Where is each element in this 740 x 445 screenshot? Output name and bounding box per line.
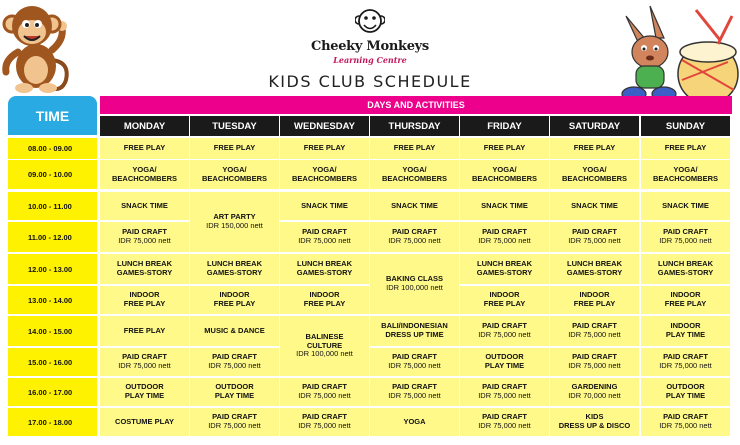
activity-cell	[190, 378, 279, 406]
activity-title: PAID CRAFT	[482, 412, 527, 422]
activity-title: PAID CRAFT	[392, 352, 437, 362]
page-title: KIDS CLUB SCHEDULE	[268, 72, 472, 91]
activity-title: BEACHCOMBERS	[381, 173, 447, 183]
activity-title: COSTUME PLAY	[115, 416, 174, 426]
activity-price: IDR 75,000 nett	[478, 330, 531, 339]
activity-title: YOGA/	[222, 164, 247, 174]
activity-title: SNACK TIME	[301, 200, 348, 210]
activity-cell	[550, 160, 639, 189]
activity-title: FREE PLAY	[483, 299, 526, 308]
monkey-logo-icon	[355, 6, 385, 38]
activity-title: BEACHCOMBERS	[201, 173, 267, 183]
activity-title: GAMES-STORY	[476, 268, 533, 277]
activity-price: IDR 75,000 nett	[478, 391, 531, 400]
activity-price: IDR 150,000 nett	[206, 221, 263, 230]
activity-title: PAID CRAFT	[482, 382, 527, 392]
activity-title: PLAY TIME	[665, 391, 706, 400]
activity-price: IDR 70,000 nett	[568, 391, 621, 400]
activity-title: PAID CRAFT	[572, 227, 617, 237]
activity-cell	[641, 408, 730, 436]
day-header-thursday: THURSDAY	[370, 116, 459, 136]
activity-cell	[550, 286, 639, 314]
activity-title: OUTDOOR	[125, 382, 164, 392]
activity-price: IDR 75,000 nett	[568, 330, 621, 339]
activity-cell	[641, 222, 730, 252]
activity-cell	[460, 192, 549, 220]
activity-cell	[460, 286, 549, 314]
activity-cell	[100, 254, 189, 284]
activity-title: FREE PLAY	[664, 299, 707, 308]
activity-cell	[641, 316, 730, 346]
activity-cell	[100, 138, 189, 159]
activity-title: PAID CRAFT	[122, 227, 167, 237]
activity-cell	[370, 160, 459, 189]
activity-cell	[280, 316, 369, 376]
activity-cell	[460, 254, 549, 284]
activity-title: BEACHCOMBERS	[291, 173, 357, 183]
activity-price: IDR 75,000 nett	[478, 421, 531, 430]
activity-title: DRESS UP TIME	[385, 330, 444, 339]
activity-title: YOGA/	[582, 164, 607, 174]
activity-title: GARDENING	[571, 382, 618, 392]
activity-cell	[100, 408, 189, 436]
activity-title: FREE PLAY	[483, 143, 526, 153]
activity-cell	[190, 254, 279, 284]
activity-title: OUTDOOR	[666, 382, 705, 392]
activity-title: INDOOR	[670, 290, 701, 300]
activity-title: FREE PLAY	[123, 143, 166, 153]
day-header-wednesday: WEDNESDAY	[280, 116, 369, 136]
activity-cell	[550, 254, 639, 284]
activity-title: FREE PLAY	[303, 143, 346, 153]
activity-title: GAMES-STORY	[116, 268, 173, 277]
activity-title: PAID CRAFT	[663, 352, 708, 362]
activity-cell	[641, 378, 730, 406]
day-header-sunday: SUNDAY	[641, 116, 730, 136]
activity-cell	[190, 408, 279, 436]
activity-title: LUNCH BREAK	[567, 259, 622, 269]
activity-cell	[460, 160, 549, 189]
activity-cell	[550, 348, 639, 376]
activity-cell	[550, 316, 639, 346]
day-header-tuesday: TUESDAY	[190, 116, 279, 136]
activity-cell	[370, 254, 459, 314]
activity-title: DRESS UP & DISCO	[558, 421, 631, 430]
time-slot: 09.00 - 10.00	[8, 160, 97, 189]
activity-cell	[100, 378, 189, 406]
activity-title: FREE PLAY	[123, 325, 166, 335]
activity-cell	[370, 138, 459, 159]
activity-cell	[550, 222, 639, 252]
activity-cell	[100, 286, 189, 314]
time-slot: 08.00 - 09.00	[8, 138, 97, 159]
activity-title: SNACK TIME	[571, 200, 618, 210]
activity-title: SNACK TIME	[391, 200, 438, 210]
activity-price: IDR 75,000 nett	[478, 236, 531, 245]
activity-title: CULTURE	[306, 340, 343, 350]
activity-title: PAID CRAFT	[302, 412, 347, 422]
activity-price: IDR 75,000 nett	[118, 361, 171, 370]
activity-title: BEACHCOMBERS	[561, 173, 627, 183]
activity-title: FREE PLAY	[213, 143, 256, 153]
activity-title: PAID CRAFT	[572, 321, 617, 331]
activity-cell	[190, 348, 279, 376]
activity-title: YOGA/	[132, 164, 157, 174]
activity-cell	[190, 316, 279, 346]
activity-cell	[280, 222, 369, 252]
activity-title: INDOOR	[129, 290, 160, 300]
day-header-friday: FRIDAY	[460, 116, 549, 136]
activity-title: BALINESE	[305, 332, 344, 342]
activity-title: BEACHCOMBERS	[471, 173, 537, 183]
activity-title: FREE PLAY	[213, 299, 256, 308]
activity-cell	[550, 138, 639, 159]
activity-title: PAID CRAFT	[302, 227, 347, 237]
activity-title: LUNCH BREAK	[207, 259, 262, 269]
time-slot: 16.00 - 17.00	[8, 378, 97, 406]
time-slot: 11.00 - 12.00	[8, 222, 97, 252]
time-column-header: TIME	[8, 96, 97, 135]
activity-title: PAID CRAFT	[663, 227, 708, 237]
activity-title: LUNCH BREAK	[658, 259, 713, 269]
activity-title: YOGA	[403, 416, 426, 426]
activity-price: IDR 75,000 nett	[388, 391, 441, 400]
activity-title: PAID CRAFT	[212, 352, 257, 362]
activity-cell	[641, 348, 730, 376]
activity-price: IDR 75,000 nett	[659, 361, 712, 370]
brand-logo	[300, 4, 440, 66]
activity-title: FREE PLAY	[393, 143, 436, 153]
activity-title: MUSIC & DANCE	[204, 325, 265, 335]
activity-cell	[460, 222, 549, 252]
activity-price: IDR 75,000 nett	[298, 421, 351, 430]
activity-cell	[100, 316, 189, 346]
activity-cell	[460, 378, 549, 406]
activity-price: IDR 75,000 nett	[208, 361, 261, 370]
activity-title: FREE PLAY	[573, 143, 616, 153]
activity-cell	[641, 138, 730, 159]
activity-title: PLAY TIME	[214, 391, 255, 400]
activity-cell	[100, 348, 189, 376]
activity-price: IDR 75,000 nett	[298, 391, 351, 400]
activity-price: IDR 75,000 nett	[298, 236, 351, 245]
time-slot: 10.00 - 11.00	[8, 192, 97, 220]
activity-title: FREE PLAY	[123, 299, 166, 308]
activity-cell	[190, 286, 279, 314]
activity-price: IDR 100,000 nett	[386, 283, 443, 292]
activity-cell	[460, 138, 549, 159]
activity-title: BALI/INDONESIAN	[381, 321, 448, 331]
day-header-saturday: SATURDAY	[550, 116, 639, 136]
activity-title: LUNCH BREAK	[117, 259, 172, 269]
activity-title: OUTDOOR	[485, 352, 524, 362]
time-slot: 17.00 - 18.00	[8, 408, 97, 436]
activity-cell	[370, 348, 459, 376]
activity-cell	[280, 138, 369, 159]
activity-title: PLAY TIME	[665, 330, 706, 339]
activity-price: IDR 75,000 nett	[388, 361, 441, 370]
activity-cell	[100, 222, 189, 252]
activity-price: IDR 75,000 nett	[659, 421, 712, 430]
activity-cell	[370, 192, 459, 220]
activity-cell	[460, 348, 549, 376]
activity-cell	[280, 408, 369, 436]
activity-title: SNACK TIME	[121, 200, 168, 210]
activity-title: INDOOR	[579, 290, 610, 300]
activity-title: PAID CRAFT	[482, 227, 527, 237]
activity-title: ART PARTY	[213, 212, 256, 222]
activity-title: PAID CRAFT	[572, 352, 617, 362]
activity-cell	[460, 316, 549, 346]
time-slot: 12.00 - 13.00	[8, 254, 97, 284]
activity-title: OUTDOOR	[215, 382, 254, 392]
activity-title: GAMES-STORY	[566, 268, 623, 277]
activity-title: GAMES-STORY	[657, 268, 714, 277]
activity-title: PLAY TIME	[124, 391, 165, 400]
day-header-monday: MONDAY	[100, 116, 189, 136]
activity-title: PAID CRAFT	[392, 227, 437, 237]
activity-price: IDR 100,000 nett	[296, 349, 353, 359]
activity-cell	[370, 316, 459, 346]
time-slot: 13.00 - 14.00	[8, 286, 97, 314]
activity-cell	[370, 378, 459, 406]
activity-cell	[100, 192, 189, 220]
activity-cell	[280, 160, 369, 189]
activity-cell	[280, 192, 369, 220]
activity-title: INDOOR	[489, 290, 520, 300]
monkey-mascot-icon	[0, 0, 72, 96]
activity-title: YOGA/	[492, 164, 517, 174]
time-slot: 15.00 - 16.00	[8, 348, 97, 376]
activity-title: PAID CRAFT	[482, 321, 527, 331]
activity-cell	[550, 378, 639, 406]
activity-cell	[370, 222, 459, 252]
activity-title: PAID CRAFT	[663, 412, 708, 422]
activity-title: BEACHCOMBERS	[111, 173, 177, 183]
activity-cell	[280, 378, 369, 406]
activity-cell	[190, 192, 279, 252]
activity-cell	[460, 408, 549, 436]
activity-title: BAKING CLASS	[385, 274, 444, 284]
activity-title: SNACK TIME	[662, 200, 709, 210]
activity-price: IDR 75,000 nett	[118, 236, 171, 245]
activity-cell	[370, 408, 459, 436]
activity-title: BEACHCOMBERS	[652, 173, 718, 183]
activity-title: YOGA/	[312, 164, 337, 174]
activity-price: IDR 75,000 nett	[568, 361, 621, 370]
activity-price: IDR 75,000 nett	[568, 236, 621, 245]
activity-title: LUNCH BREAK	[297, 259, 352, 269]
activity-cell	[280, 286, 369, 314]
activity-cell	[280, 254, 369, 284]
activity-title: PAID CRAFT	[122, 352, 167, 362]
activity-cell	[190, 160, 279, 189]
activity-title: INDOOR	[219, 290, 250, 300]
activity-title: GAMES-STORY	[296, 268, 353, 277]
activity-price: IDR 75,000 nett	[388, 236, 441, 245]
activity-price: IDR 75,000 nett	[208, 421, 261, 430]
activity-title: KIDS	[585, 412, 604, 422]
activity-title: YOGA/	[402, 164, 427, 174]
activity-cell	[550, 408, 639, 436]
activity-cell	[550, 192, 639, 220]
activity-title: INDOOR	[309, 290, 340, 300]
activity-title: PAID CRAFT	[302, 382, 347, 392]
activity-cell	[641, 286, 730, 314]
activity-title: LUNCH BREAK	[477, 259, 532, 269]
activity-title: FREE PLAY	[664, 143, 707, 153]
time-slot: 14.00 - 15.00	[8, 316, 97, 346]
activity-cell	[641, 192, 730, 220]
activity-title: INDOOR	[670, 321, 701, 331]
activity-cell	[100, 160, 189, 189]
activity-cell	[641, 160, 730, 189]
activity-title: FREE PLAY	[303, 299, 346, 308]
days-activities-header: DAYS AND ACTIVITIES	[100, 96, 732, 114]
activity-cell	[641, 254, 730, 284]
activity-title: SNACK TIME	[481, 200, 528, 210]
activity-title: PLAY TIME	[484, 361, 525, 370]
activity-cell	[190, 138, 279, 159]
activity-title: PAID CRAFT	[392, 382, 437, 392]
activity-price: IDR 75,000 nett	[659, 236, 712, 245]
activity-title: YOGA/	[673, 164, 698, 174]
activity-title: PAID CRAFT	[212, 412, 257, 422]
rabbit-drum-mascot-icon	[608, 0, 740, 108]
activity-title: FREE PLAY	[573, 299, 616, 308]
brand-subtitle: Learning Centre	[333, 55, 407, 65]
activity-title: GAMES-STORY	[206, 268, 263, 277]
brand-name: Cheeky Monkeys	[311, 39, 429, 54]
